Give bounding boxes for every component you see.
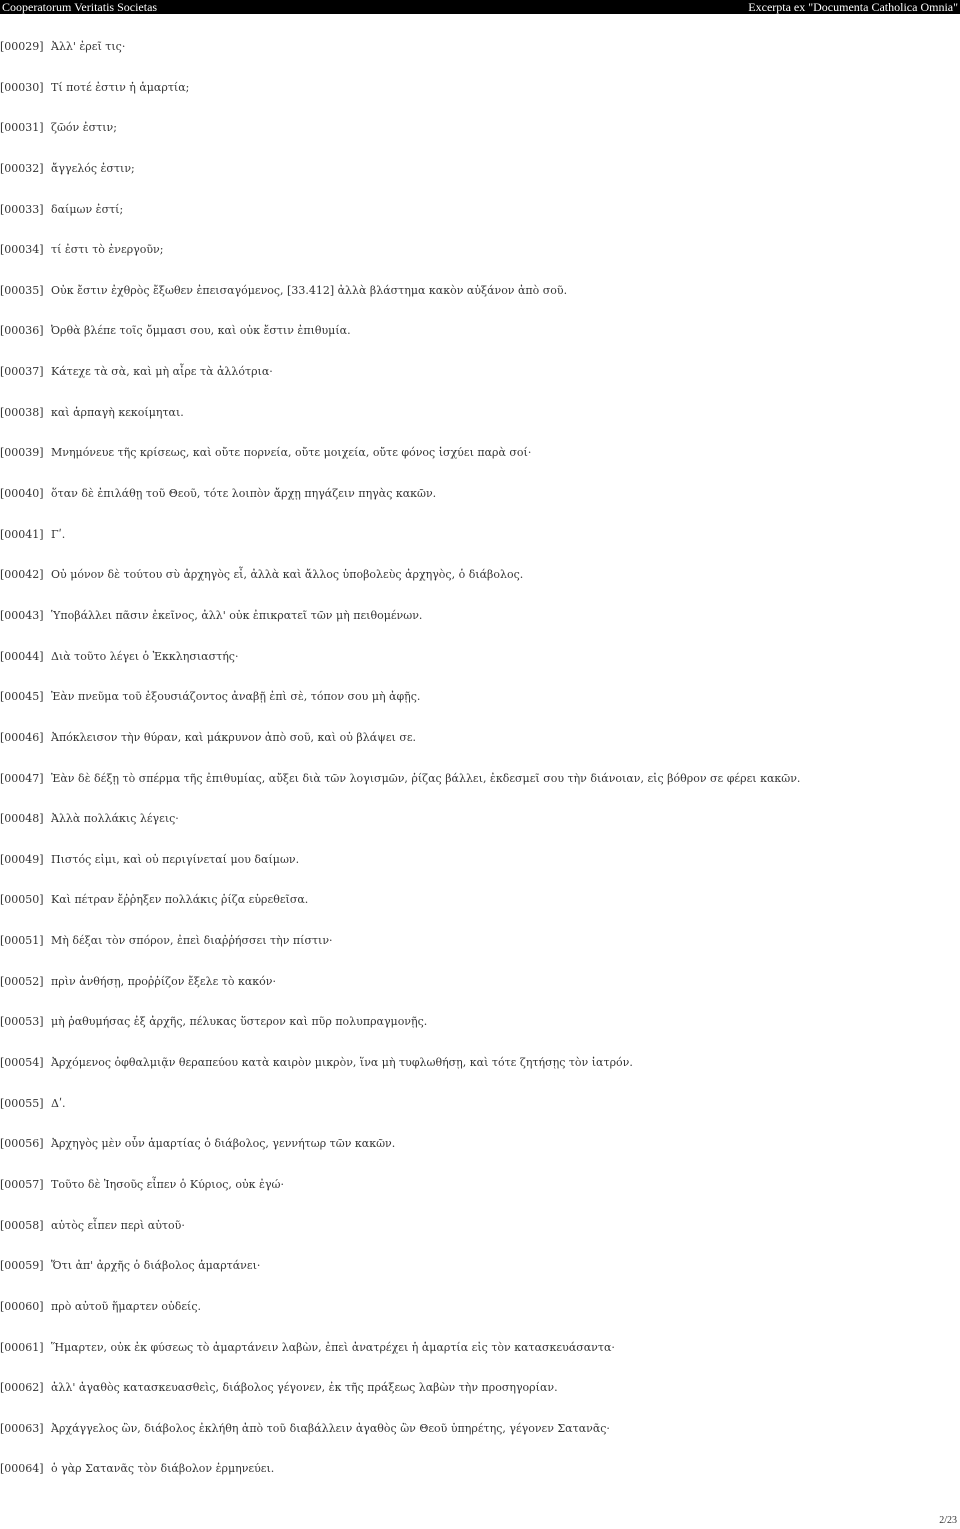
line-text: καὶ ἁρπαγὴ κεκοίμηται. [51, 405, 184, 419]
text-line [0, 162, 800, 203]
line-number: [00033] [0, 202, 44, 216]
line-number: [00037] [0, 365, 44, 379]
line-text: Καὶ πέτραν ἔῤῥηξεν πολλάκις ῥίζα εὑρεθεῖσα. [51, 893, 309, 907]
line-number: [00058] [0, 1218, 44, 1232]
line-text: ὅταν δὲ ἐπιλάθῃ τοῦ Θεοῦ, τότε λοιπὸν ἄρχῃ πηγάζειν πηγὰς κακῶν. [51, 487, 437, 501]
text-line [0, 690, 800, 731]
line-text: Ἀρχάγγελος ὢν, διάβολος ἐκλήθη ἀπὸ τοῦ διαβάλλειν ἀγαθὸς ὢν Θεοῦ ὑπηρέτης, γέγονεν Σατανᾶς· [51, 1421, 610, 1435]
text-line [0, 365, 800, 406]
line-text: Ἐὰν δὲ δέξῃ τὸ σπέρμα τῆς ἐπιθυμίας, αὔξει διὰ τῶν λογισμῶν, ῥίζας βάλλει, ἐκδεσμεῖ σου τὴν διάνοιαν, εἰς βόθρον σε φέρει κακῶν. [51, 771, 801, 785]
line-text: Ἥμαρτεν, οὐκ ἐκ φύσεως τὸ ἁμαρτάνειν λαβὼν, ἐπεὶ ἀνατρέχει ἡ ἁμαρτία εἰς τὸν κατασκευάσαντα· [51, 1340, 615, 1354]
line-text: Ἐὰν πνεῦμα τοῦ ἐξουσιάζοντος ἀναβῇ ἐπὶ σὲ, τόπον σου μὴ ἀφῇς. [51, 690, 421, 704]
line-number: [00051] [0, 934, 44, 948]
text-line [0, 1097, 800, 1138]
header-title-right: Excerpta ex "Documenta Catholica Omnia" [748, 0, 958, 14]
line-number: [00050] [0, 893, 44, 907]
text-line [0, 1462, 800, 1503]
line-number: [00030] [0, 80, 44, 94]
text-line [0, 568, 800, 609]
line-text: πρὶν ἀνθήσῃ, προῤῥίζον ἔξελε τὸ κακόν· [51, 974, 276, 988]
text-line [0, 324, 800, 365]
line-text: ἄγγελός ἐστιν; [51, 161, 135, 175]
text-line [0, 40, 800, 81]
line-number: [00054] [0, 1056, 44, 1070]
text-line [0, 446, 800, 487]
line-text: Τοῦτο δὲ Ἰησοῦς εἶπεν ὁ Κύριος, οὐκ ἐγώ· [51, 1177, 284, 1191]
text-line [0, 1056, 800, 1097]
line-number: [00043] [0, 608, 44, 622]
text-line [0, 893, 800, 934]
line-text: τί ἐστι τὸ ἐνεργοῦν; [51, 243, 164, 257]
text-line [0, 1381, 800, 1422]
page-number: 2/23 [939, 1515, 957, 1526]
line-number: [00032] [0, 161, 44, 175]
header-title-left: Cooperatorum Veritatis Societas [2, 0, 158, 14]
line-number: [00031] [0, 121, 44, 135]
line-number: [00053] [0, 1015, 44, 1029]
text-line [0, 203, 800, 244]
line-text: Ἀρχηγὸς μὲν οὖν ἁμαρτίας ὁ διάβολος, γεννήτωρ τῶν κακῶν. [51, 1137, 396, 1151]
header-bar [0, 0, 960, 14]
line-text: Ὀρθὰ βλέπε τοῖς ὄμμασι σου, καὶ οὐκ ἔστιν ἐπιθυμία. [51, 324, 351, 338]
text-line [0, 1259, 800, 1300]
line-text: Πιστός εἰμι, καὶ οὐ περιγίνεταί μου δαίμων. [51, 852, 300, 866]
line-number: [00036] [0, 324, 44, 338]
line-text: Ἀλλὰ πολλάκις λέγεις· [51, 812, 179, 826]
line-number: [00052] [0, 974, 44, 988]
line-text: Ὅτι ἀπ' ἀρχῆς ὁ διάβολος ἁμαρτάνει· [51, 1259, 261, 1273]
text-line [0, 1300, 800, 1341]
text-line [0, 975, 800, 1016]
line-text: Ἀλλ' ἐρεῖ τις· [51, 40, 126, 53]
line-number: [00038] [0, 405, 44, 419]
text-line [0, 284, 800, 325]
line-number: [00060] [0, 1299, 44, 1313]
text-line [0, 772, 800, 813]
line-number: [00035] [0, 283, 44, 297]
line-number: [00046] [0, 730, 44, 744]
text-line [0, 812, 800, 853]
line-text: μὴ ῥαθυμήσας ἐξ ἀρχῆς, πέλυκας ὕστερον καὶ πῦρ πολυπραγμονῇς. [51, 1015, 428, 1029]
text-line [0, 243, 800, 284]
line-text: Δʹ. [51, 1096, 66, 1110]
line-text: ἀλλ' ἀγαθὸς κατασκευασθεὶς, διάβολος γέγονεν, ἐκ τῆς πράξεως λαβὼν τὴν προσηγορίαν. [51, 1381, 558, 1395]
line-number: [00061] [0, 1340, 44, 1354]
line-text: Γʹ. [51, 527, 66, 541]
text-line [0, 1341, 800, 1382]
text-line [0, 853, 800, 894]
line-number: [00042] [0, 568, 44, 582]
line-text: Ἀπόκλεισον τὴν θύραν, καὶ μάκρυνον ἀπὸ σοῦ, καὶ οὐ βλάψει σε. [51, 730, 417, 744]
text-line [0, 1015, 800, 1056]
line-text: Τί ποτέ ἐστιν ἡ ἁμαρτία; [51, 80, 190, 94]
line-text: Κάτεχε τὰ σὰ, καὶ μὴ αἶρε τὰ ἀλλότρια· [51, 365, 273, 379]
text-line [0, 487, 800, 528]
line-number: [00059] [0, 1259, 44, 1273]
text-line [0, 1422, 800, 1463]
line-text: Ὑποβάλλει πᾶσιν ἐκεῖνος, ἀλλ' οὐκ ἐπικρατεῖ τῶν μὴ πειθομένων. [51, 608, 423, 622]
line-number: [00041] [0, 527, 44, 541]
text-line [0, 1137, 800, 1178]
line-number: [00056] [0, 1137, 44, 1151]
line-text: ὁ γὰρ Σατανᾶς τὸν διάβολον ἑρμηνεύει. [51, 1462, 275, 1476]
line-text: Ἀρχόμενος ὀφθαλμιᾷν θεραπεύου κατὰ καιρὸν μικρὸν, ἵνα μὴ τυφλωθήσῃ, καὶ τότε ζητήσῃς τὸν ἰατρόν. [51, 1056, 633, 1070]
line-text: αὐτὸς εἶπεν περὶ αὐτοῦ· [51, 1218, 185, 1232]
text-line [0, 1178, 800, 1219]
line-number: [00064] [0, 1462, 44, 1476]
text-line [0, 121, 800, 162]
line-number: [00057] [0, 1177, 44, 1191]
line-number: [00047] [0, 771, 44, 785]
line-number: [00039] [0, 446, 44, 460]
line-text: πρὸ αὐτοῦ ἥμαρτεν οὐδείς. [51, 1299, 202, 1313]
line-number: [00055] [0, 1096, 44, 1110]
text-lines [0, 40, 800, 1503]
line-number: [00063] [0, 1421, 44, 1435]
text-line [0, 81, 800, 122]
line-number: [00040] [0, 487, 44, 501]
line-text: δαίμων ἐστί; [51, 202, 124, 216]
text-line [0, 731, 800, 772]
text-line [0, 528, 800, 569]
text-line [0, 406, 800, 447]
line-text: Οὐ μόνον δὲ τούτου σὺ ἀρχηγὸς εἶ, ἀλλὰ καὶ ἄλλος ὑποβολεὺς ἀρχηγὸς, ὁ διάβολος. [51, 568, 524, 582]
line-text: Διὰ τοῦτο λέγει ὁ Ἐκκλησιαστής· [51, 649, 239, 663]
line-text: Μὴ δέξαι τὸν σπόρον, ἐπεὶ διαῤῥήσσει τὴν πίστιν· [51, 934, 333, 948]
text-line [0, 650, 800, 691]
line-text: Οὐκ ἔστιν ἐχθρὸς ἔξωθεν ἐπεισαγόμενος, [33.412] ἀλλὰ βλάστημα κακὸν αὐξάνον ἀπὸ σοῦ. [51, 283, 568, 297]
line-number: [00062] [0, 1381, 44, 1395]
line-text: Μνημόνευε τῆς κρίσεως, καὶ οὔτε πορνεία, οὔτε μοιχεία, οὔτε φόνος ἰσχύει παρὰ σοί· [51, 446, 532, 460]
text-line [0, 1219, 800, 1260]
line-number: [00034] [0, 243, 44, 257]
line-number: [00045] [0, 690, 44, 704]
line-text: ζῶόν ἐστιν; [51, 121, 117, 135]
line-number: [00029] [0, 40, 44, 53]
line-number: [00044] [0, 649, 44, 663]
text-line [0, 934, 800, 975]
line-number: [00048] [0, 812, 44, 826]
line-number: [00049] [0, 852, 44, 866]
text-line [0, 609, 800, 650]
